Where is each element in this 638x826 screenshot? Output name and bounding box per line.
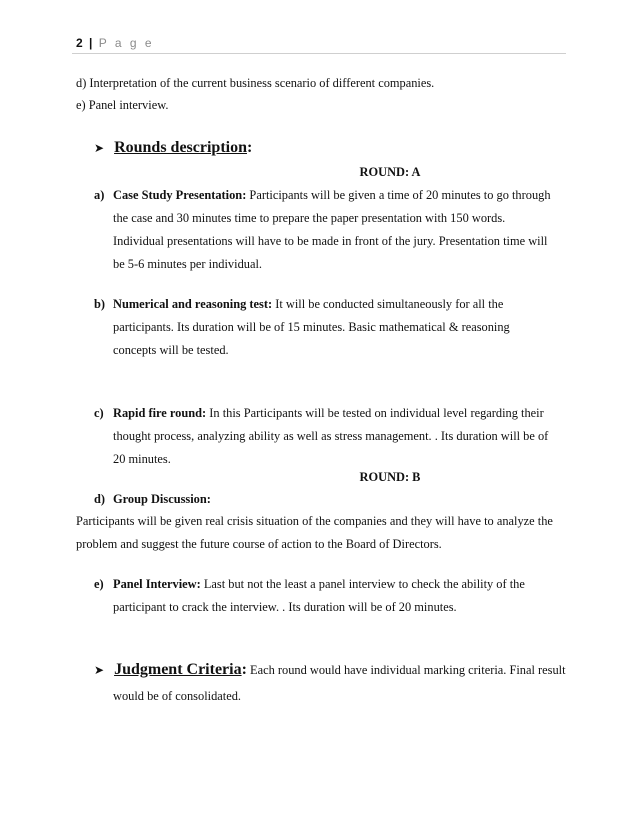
rounds-section-colon: : bbox=[246, 139, 253, 156]
item-a-line-2: the case and 30 minutes time to prepare the paper presentation with 150 words. bbox=[113, 211, 506, 225]
item-b-line-3: concepts will be tested. bbox=[113, 343, 229, 357]
rounds-section-title: Rounds description bbox=[114, 139, 247, 156]
item-a-line-1 bbox=[113, 188, 551, 203]
page-header bbox=[76, 36, 154, 50]
item-b-title: Numerical and reasoning test: bbox=[113, 297, 273, 311]
item-a-line-4: be 5-6 minutes per individual. bbox=[113, 257, 263, 271]
item-d-title-text: Group Discussion: bbox=[113, 492, 211, 506]
item-e-line-2: participant to crack the interview. . Its duration will be of 20 minutes. bbox=[113, 600, 457, 614]
judgment-line-2: would be of consolidated. bbox=[113, 689, 242, 703]
judgment-text: Each round would have individual marking criteria. Final result bbox=[246, 663, 566, 677]
arrowhead-bullet-icon: ➤ bbox=[94, 141, 105, 155]
judgment-title: Judgment Criteria bbox=[114, 661, 242, 678]
item-a-line-3: Individual presentations will have to be made in front of the jury. Presentation time will bbox=[113, 234, 548, 248]
intro-line-e: e) Panel interview. bbox=[76, 98, 169, 112]
item-d-label: d) bbox=[94, 492, 106, 506]
item-a-label: a) bbox=[94, 188, 105, 202]
item-c-line-2: thought process, analyzing ability as well as stress management. . Its duration will be of bbox=[113, 429, 549, 443]
item-e-label: e) bbox=[94, 577, 104, 591]
item-c-line-1 bbox=[113, 406, 544, 421]
arrowhead-bullet-icon: ➤ bbox=[94, 663, 105, 677]
item-b-text: It will be conducted simultaneously for all the bbox=[272, 297, 504, 311]
item-d-title bbox=[113, 492, 211, 507]
item-b-line-2: participants. Its duration will be of 15 minutes. Basic mathematical & reasoning bbox=[113, 320, 510, 334]
item-c-title: Rapid fire round: bbox=[113, 406, 207, 420]
header-separator: | bbox=[89, 36, 93, 50]
item-b-line-1 bbox=[113, 297, 503, 312]
item-b-label: b) bbox=[94, 297, 106, 311]
item-e-title: Panel Interview: bbox=[113, 577, 201, 591]
item-e-line-1 bbox=[113, 577, 525, 592]
round-b-heading: ROUND: B bbox=[359, 470, 421, 484]
rounds-section-heading bbox=[94, 139, 252, 157]
page-label: P a g e bbox=[98, 36, 155, 50]
judgment-section bbox=[94, 661, 566, 679]
item-c-label: c) bbox=[94, 406, 104, 420]
page-number: 2 bbox=[76, 36, 83, 50]
item-d-line-1: Participants will be given real crisis situation of the companies and they will have to analyze the bbox=[76, 514, 553, 528]
item-e-text: Last but not the least a panel interview to check the ability of the bbox=[200, 577, 525, 591]
item-c-text: In this Participants will be tested on individual level regarding their bbox=[206, 406, 544, 420]
judgment-colon: : bbox=[241, 661, 247, 678]
item-d-line-2: problem and suggest the future course of action to the Board of Directors. bbox=[76, 537, 442, 551]
item-c-line-3: 20 minutes. bbox=[113, 452, 171, 466]
item-a-title: Case Study Presentation: bbox=[113, 188, 247, 202]
item-a-text: Participants will be given a time of 20 minutes to go through bbox=[246, 188, 551, 202]
round-a-heading: ROUND: A bbox=[359, 165, 421, 179]
header-rule bbox=[72, 53, 566, 54]
intro-line-d: d) Interpretation of the current business scenario of different companies. bbox=[76, 76, 435, 90]
